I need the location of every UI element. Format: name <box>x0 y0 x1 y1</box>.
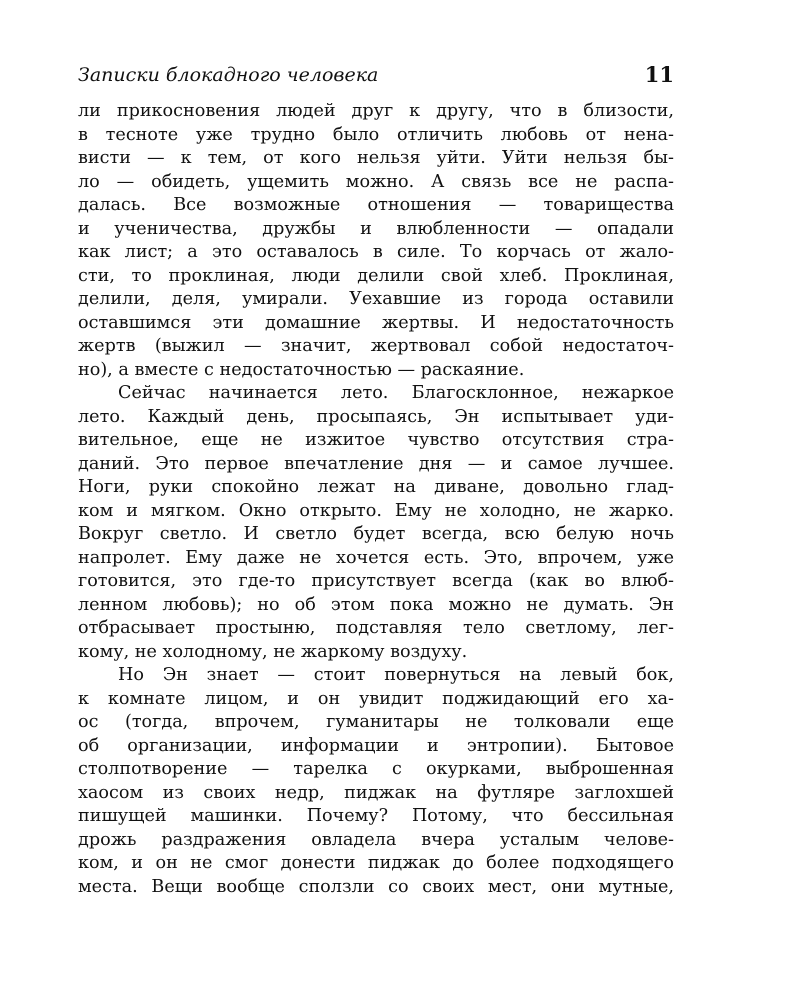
text-line: столпотворение — тарелка с окурками, выброшенная <box>78 759 674 779</box>
text-line: ло — обидеть, ущемить можно. А связь все не распа- <box>78 171 674 192</box>
text-line: ленном любовь); но об этом пока можно не думать. Эн <box>78 594 674 615</box>
text-line: оставшимся эти домашние жертвы. И недостаточность <box>78 312 674 333</box>
text-line: далась. Все возможные отношения — товарищества <box>78 195 674 215</box>
text-line: кому, не холодному, не жаркому воздуху. <box>78 641 468 662</box>
text-line: ос (тогда, впрочем, гуманитары не толковали еще <box>78 712 674 732</box>
text-line: пишущей машинки. Почему? Потому, что бессильная <box>78 806 674 826</box>
running-header <box>78 62 674 92</box>
page-number: 11 <box>644 62 674 87</box>
text-line: к комнате лицом, и он увидит поджидающий его ха- <box>78 688 674 709</box>
text-line: даний. Это первое впечатление дня — и самое лучшее. <box>78 453 674 474</box>
text-line: отбрасывает простыню, подставляя тело светлому, лег- <box>78 618 674 638</box>
text-line: готовится, это где-то присутствует всегда (как во влюб- <box>78 571 674 591</box>
text-line: дрожь раздражения овладела вчера усталым челове- <box>78 829 674 850</box>
text-line: лето. Каждый день, просыпаясь, Эн испытывает уди- <box>78 406 674 427</box>
text-line: Ноги, руки спокойно лежат на диване, довольно глад- <box>78 477 674 497</box>
text-line: об организации, информации и энтропии). Бытовое <box>78 735 674 756</box>
text-line: ком и мягком. Окно открыто. Ему не холодно, не жарко. <box>78 500 674 521</box>
text-line: хаосом из своих недр, пиджак на футляре заглохшей <box>78 782 674 803</box>
text-line: места. Вещи вообще сползли со своих мест, они мутные, <box>78 876 674 897</box>
text-line: вительное, еще не изжитое чувство отсутствия стра- <box>78 430 674 450</box>
text-line: Сейчас начинается лето. Благосклонное, нежаркое <box>118 383 674 403</box>
text-line: ком, и он не смог донести пиджак до более подходящего <box>78 853 674 873</box>
text-line: напролет. Ему даже не хочется есть. Это, впрочем, уже <box>78 547 674 568</box>
text-line: Вокруг светло. И светло будет всегда, всю белую ночь <box>78 524 674 544</box>
text-line: Но Эн знает — стоит повернуться на левый бок, <box>118 665 674 685</box>
text-line: и ученичества, дружбы и влюбленности — опадали <box>78 218 674 239</box>
text-line: висти — к тем, от кого нельзя уйти. Уйти нельзя бы- <box>78 148 674 168</box>
text-line: сти, то проклиная, люди делили свой хлеб. Проклиная, <box>78 265 674 286</box>
text-line: как лист; а это оставалось в силе. То корчась от жало- <box>78 242 674 262</box>
text-line: ли прикосновения людей друг к другу, что в близости, <box>78 101 674 121</box>
text-line: но), а вместе с недостаточностью — раскаяние. <box>78 359 525 380</box>
text-line: делили, деля, умирали. Уехавшие из города оставили <box>78 289 674 309</box>
text-line: в тесноте уже трудно было отличить любовь от нена- <box>78 124 674 145</box>
running-title: Записки блокадного человека <box>78 64 379 86</box>
text-line: жертв (выжил — значит, жертвовал собой недостаточ- <box>78 336 674 356</box>
body-text <box>78 100 674 899</box>
